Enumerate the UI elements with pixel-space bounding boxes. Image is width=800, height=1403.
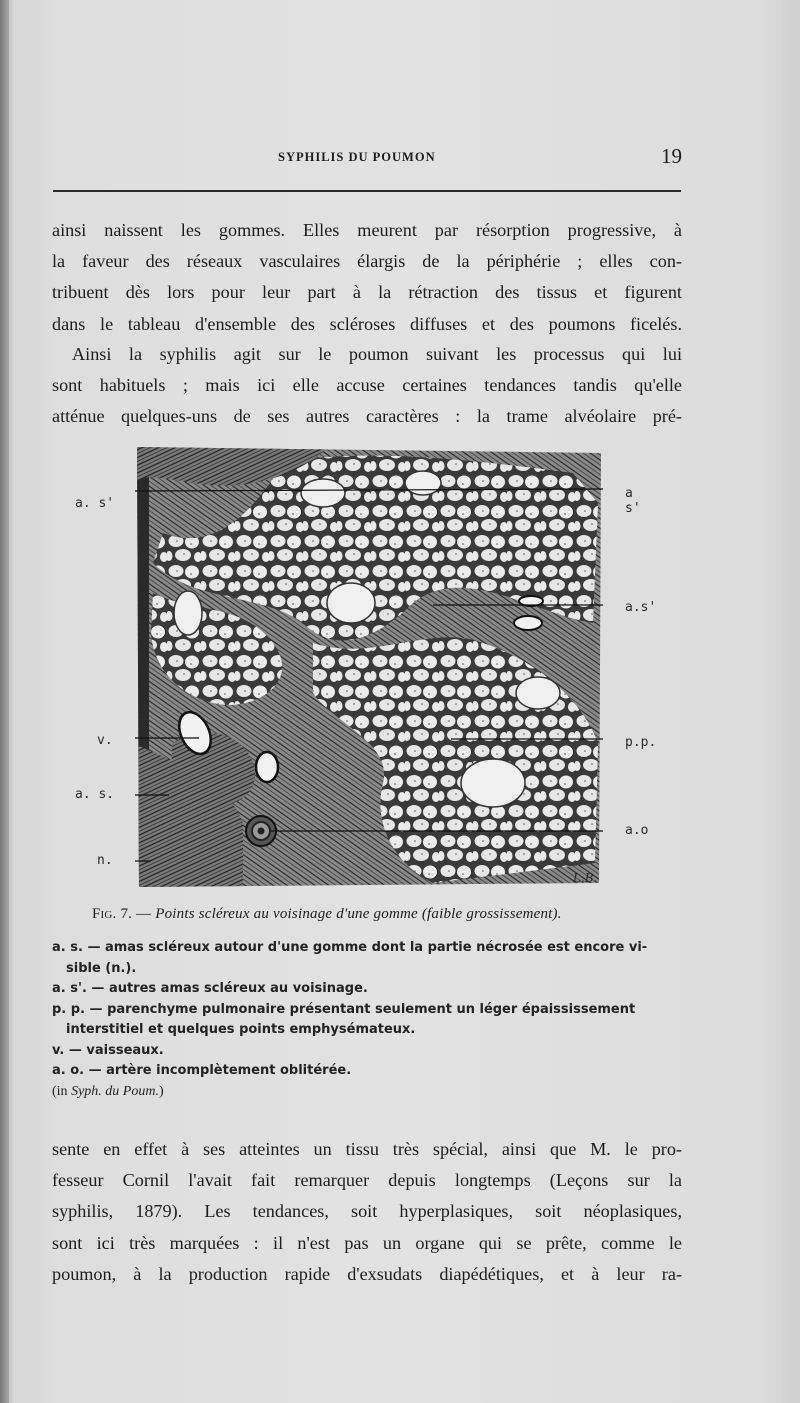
legend-item: v. — vaisseaux. — [52, 1042, 164, 1058]
source-suffix: ) — [158, 1083, 164, 1099]
figure-label: a. s. — [75, 787, 115, 802]
figure-label: v. — [97, 733, 113, 748]
header-rule — [53, 190, 681, 192]
legend-item: p. p. — parenchyme pulmonaire présentant seulement un léger épaississement — [52, 1001, 636, 1017]
paragraph-2 — [52, 339, 682, 433]
text-line: poumon, à la production rapide d'exsudats diapédétiques, et à leur ra- — [52, 1263, 682, 1284]
text-line: atténue quelques-uns de ses autres caractères : la trame alvéolaire pré- — [52, 406, 682, 427]
text-line: sente en effet à ses atteintes un tissu très spécial, ainsi que M. le pro- — [52, 1139, 682, 1159]
figure-caption — [92, 906, 562, 923]
legend-item: interstitiel et quelques points emphysémateux. — [66, 1022, 416, 1037]
histology-engraving — [133, 443, 603, 888]
figure-label: a s' — [625, 486, 641, 516]
text-line: tribuent dès lors pour leur part à la rétraction des tissus et figurent — [52, 282, 682, 303]
figure-number: Fig. 7. — — [92, 906, 152, 922]
text-line: ainsi naissent les gommes. Elles meurent par résorption progressive, à — [52, 220, 682, 240]
figure-label: a. s' — [75, 496, 115, 511]
figure-label: a.o — [625, 823, 649, 838]
text-line: fesseur Cornil l'avait fait remarquer depuis longtemps (Leçons sur la — [52, 1170, 682, 1191]
text-line: sont habituels ; mais ici elle accuse certaines tendances tandis qu'elle — [52, 375, 682, 396]
paragraph-1 — [52, 215, 682, 340]
figure-legend — [52, 938, 682, 1102]
legend-item: a. o. — artère incomplètement oblitérée. — [52, 1063, 352, 1078]
text-line: dans le tableau d'ensemble des scléroses diffuses et des poumons ficelés. — [52, 313, 682, 334]
engraver-signature: L.B. — [573, 871, 598, 885]
source-title: Syph. du Poum. — [71, 1083, 159, 1099]
source-prefix: (in — [52, 1083, 68, 1099]
legend-item: a. s. — amas scléreux autour d'une gomme dont la partie nécrosée est encore vi- — [52, 940, 648, 955]
text-line: Ainsi la syphilis agit sur le poumon suivant les processus qui lui — [72, 344, 682, 364]
histology-figure — [75, 443, 657, 888]
figure-label: p.p. — [625, 735, 657, 750]
paragraph-3 — [52, 1134, 682, 1290]
legend-item: sible (n.). — [66, 960, 137, 976]
text-line: syphilis, 1879). Les tendances, soit hyperplasiques, soit néoplasiques, — [52, 1201, 682, 1222]
legend-item: a. s'. — autres amas scléreux au voisinage. — [52, 981, 368, 996]
page-number: 19 — [661, 144, 682, 168]
figure-caption-text: Points scléreux au voisinage d'une gomme (faible grossissement). — [155, 906, 562, 922]
text-line: la faveur des réseaux vasculaires élargis de la périphérie ; elles con- — [52, 251, 682, 272]
figure-label: n. — [97, 853, 113, 868]
figure-source — [52, 1082, 682, 1103]
running-title: SYPHILIS DU POUMON — [278, 150, 436, 164]
figure-label: a.s' — [625, 600, 657, 615]
text-line: sont ici très marquées : il n'est pas un organe qui se prête, comme le — [52, 1232, 682, 1253]
page-edge — [0, 0, 9, 1403]
running-head — [52, 144, 682, 174]
